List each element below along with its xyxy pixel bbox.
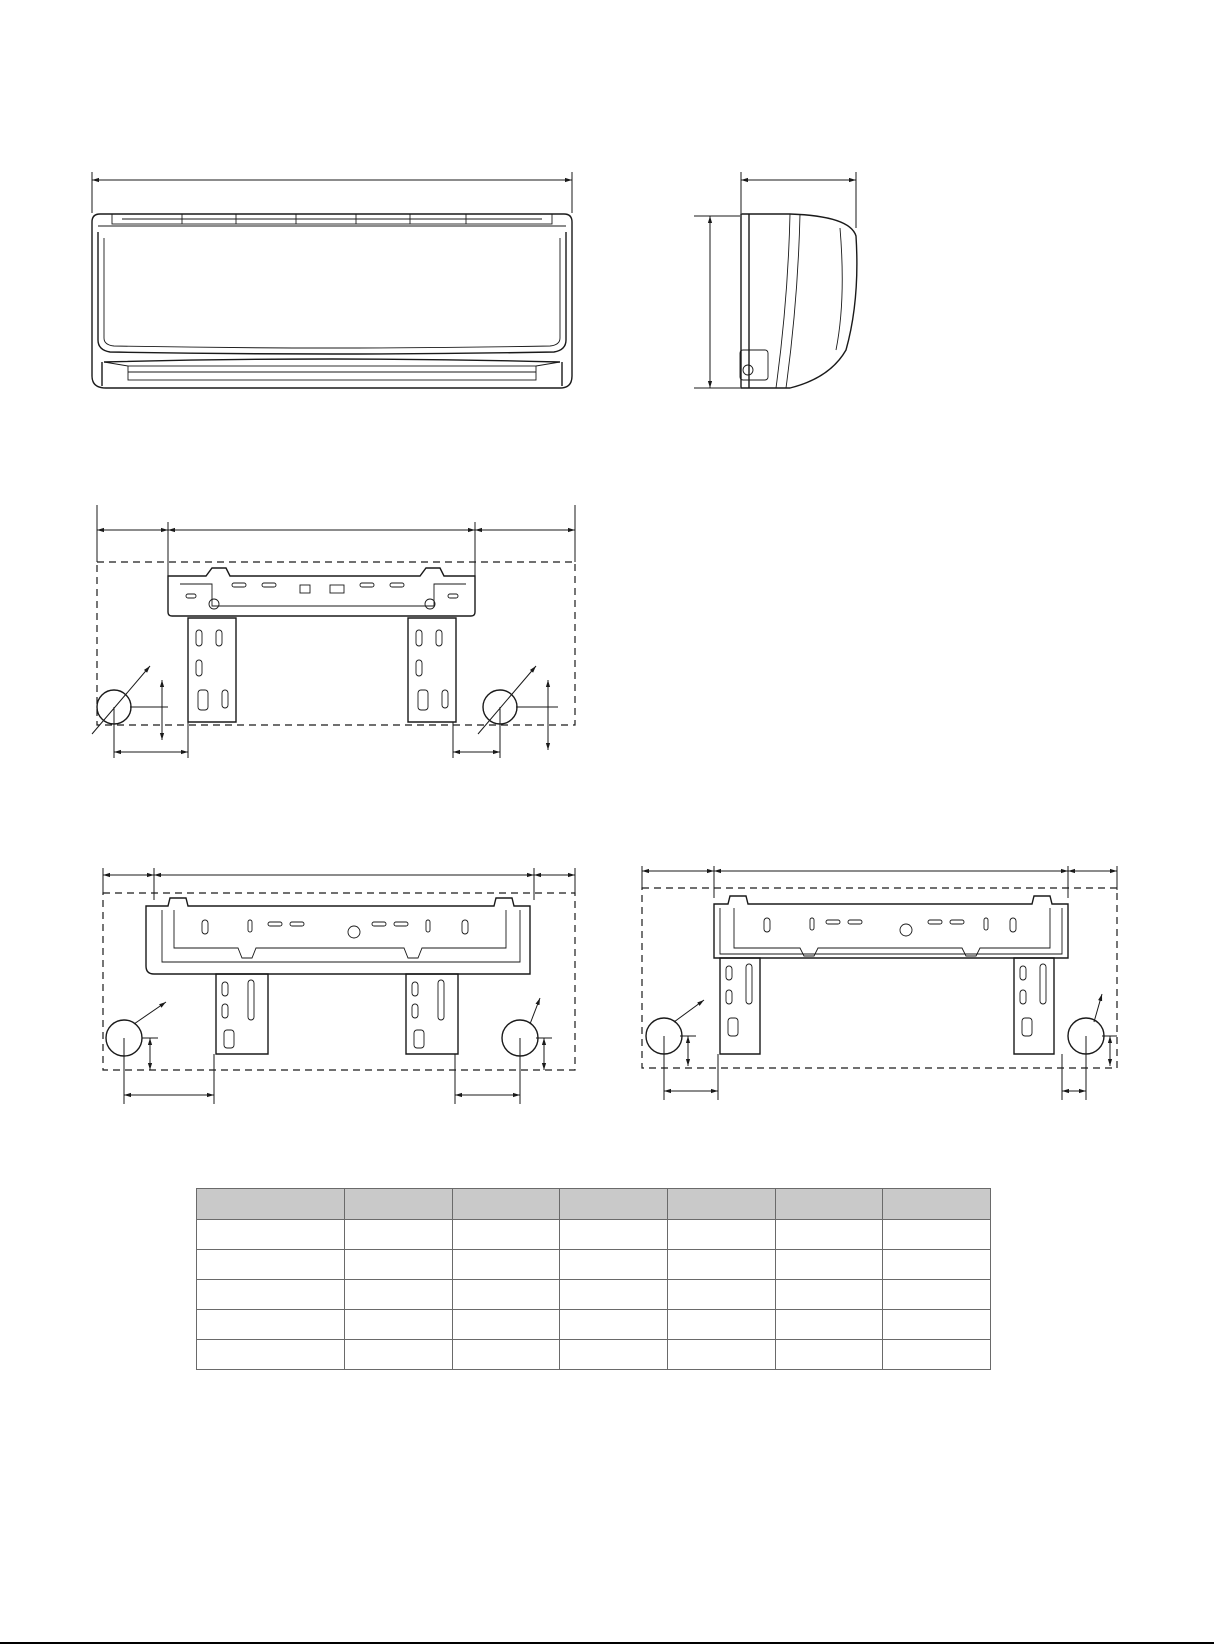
table-cell [345, 1250, 453, 1280]
table-cell [452, 1310, 560, 1340]
table-cell [560, 1280, 668, 1310]
table-cell [452, 1280, 560, 1310]
table-cell [197, 1340, 345, 1370]
table-cell [667, 1250, 775, 1280]
right-bracket [408, 618, 456, 722]
table-cell [345, 1280, 453, 1310]
table-cell [345, 1220, 453, 1250]
front-panel [98, 232, 566, 354]
installation-plate-large [642, 866, 1117, 1100]
table-cell [667, 1280, 775, 1310]
table-cell [345, 1340, 453, 1370]
table-cell [197, 1310, 345, 1340]
table-header-cell [667, 1189, 775, 1220]
table-row [197, 1340, 991, 1370]
indoor-unit-side-view [694, 172, 857, 388]
installation-plate-small [92, 505, 575, 758]
unit-body-outline [92, 214, 572, 388]
table-cell [667, 1310, 775, 1340]
mounting-plate [146, 898, 530, 974]
table-cell [883, 1250, 991, 1280]
table-cell [667, 1220, 775, 1250]
table-cell [775, 1250, 883, 1280]
table-cell [775, 1280, 883, 1310]
table-cell [775, 1220, 883, 1250]
table-cell [560, 1220, 668, 1250]
table-cell [883, 1220, 991, 1250]
table-row [197, 1310, 991, 1340]
indoor-unit-front-view [92, 172, 572, 388]
table-row [197, 1220, 991, 1250]
left-bracket [188, 618, 236, 722]
air-outlet-louver [128, 366, 536, 380]
table-row [197, 1280, 991, 1310]
table-cell [775, 1310, 883, 1340]
table-row [197, 1250, 991, 1280]
table-header-cell [452, 1189, 560, 1220]
table-header-cell [197, 1189, 345, 1220]
table-cell [345, 1310, 453, 1340]
table-header-row [197, 1189, 991, 1220]
installation-plate-medium [103, 868, 575, 1104]
table-cell [667, 1340, 775, 1370]
table-cell [560, 1310, 668, 1340]
table-cell [560, 1250, 668, 1280]
table-cell [452, 1340, 560, 1370]
page-bottom-rule [0, 1642, 1214, 1644]
table-cell [452, 1250, 560, 1280]
table-header-cell [775, 1189, 883, 1220]
side-cap [740, 350, 768, 380]
table-cell [197, 1280, 345, 1310]
table-header-cell [883, 1189, 991, 1220]
table-cell [560, 1340, 668, 1370]
table-cell [197, 1220, 345, 1250]
table-cell [883, 1310, 991, 1340]
table-cell [775, 1340, 883, 1370]
table-cell [452, 1220, 560, 1250]
table-cell [197, 1250, 345, 1280]
table-cell [883, 1280, 991, 1310]
table-header-cell [345, 1189, 453, 1220]
table-header-cell [560, 1189, 668, 1220]
dimension-table [196, 1188, 991, 1370]
table-cell [883, 1340, 991, 1370]
